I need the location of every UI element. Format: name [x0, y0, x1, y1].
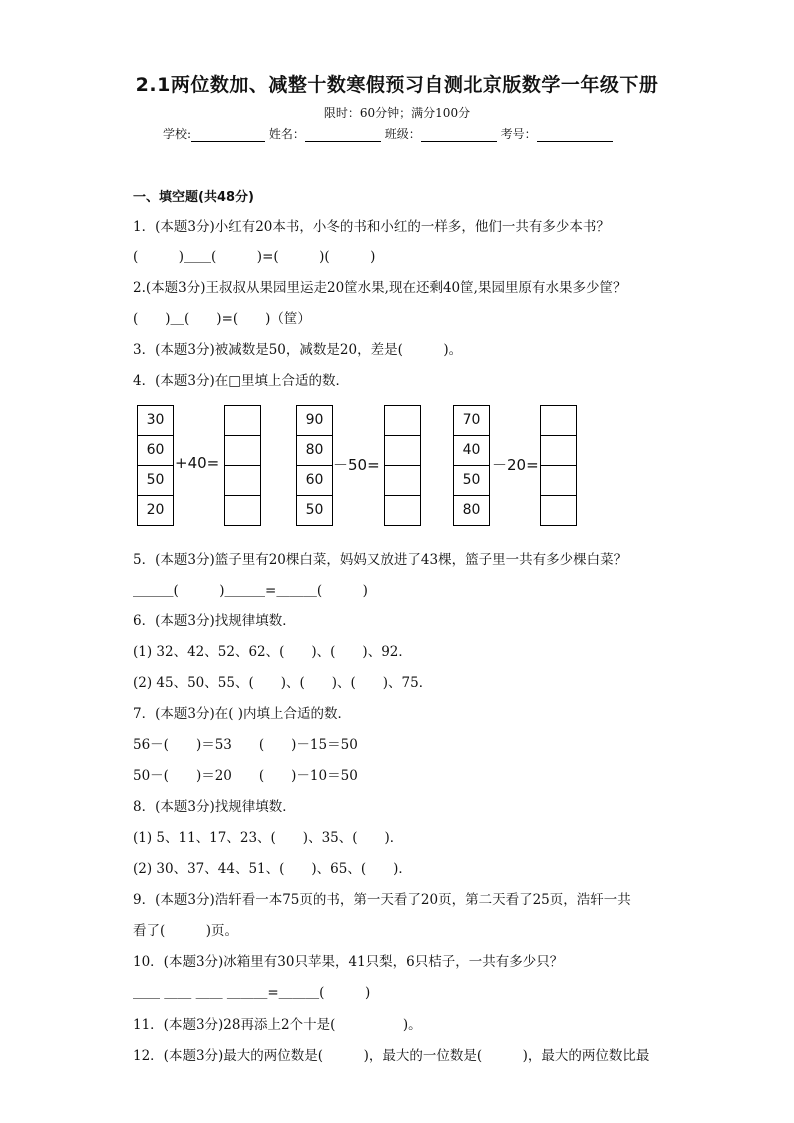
q8-line2: (2) 30、37、44、51、( )、65、( )． [133, 861, 412, 877]
answer-box[interactable] [541, 466, 576, 496]
q8-stem: 8．(本题3分)找规律填数． [133, 799, 296, 815]
q3-stem: 3．(本题3分)被减数是50，减数是20，差是( )。 [133, 342, 463, 358]
box-cell: 80 [297, 436, 332, 466]
name-label: 姓名： [268, 127, 305, 141]
box-cell: 50 [454, 466, 489, 496]
q2-answer: ( )＿( )=( )（筐） [133, 311, 311, 327]
box-cell: 80 [462, 502, 481, 518]
answer-box[interactable] [541, 496, 576, 525]
answer-box[interactable] [385, 436, 420, 466]
q6-line2: (2) 45、50、55、( )、( )、( )、75． [133, 675, 433, 691]
name-blank[interactable] [305, 128, 381, 142]
box-cell: 90 [297, 406, 332, 436]
q4-stem: 4．(本题3分)在□里填上合适的数． [133, 373, 349, 389]
box-cell: 60 [138, 436, 173, 466]
q9-line2: 看了( )页。 [133, 923, 239, 939]
q9-stem: 9．(本题3分)浩轩看一本75页的书，第一天看了20页，第二天看了25页，浩轩一共 [133, 892, 631, 908]
q5-answer: ＿＿＿( )＿＿＿=＿＿＿( ) [133, 583, 368, 599]
q12-stem: 12．(本题3分)最大的两位数是( )，最大的一位数是( )，最大的两位数比最 [133, 1048, 650, 1064]
q11-stem: 11．(本题3分)28再添上2个十是( )。 [133, 1017, 422, 1033]
section-heading: 一、填空题(共48分) [133, 190, 254, 205]
answer-box[interactable] [541, 436, 576, 466]
q7-stem: 7．(本题3分)在( )内填上合适的数． [133, 706, 352, 722]
time-limit: 限时：60分钟；满分100分 [323, 106, 471, 120]
student-info-row [163, 125, 613, 142]
q8-line1: (1) 5、11、17、23、( )、35、( )． [133, 830, 404, 846]
page-title: 2.1两位数加、减整十数寒假预习自测北京版数学一年级下册 [135, 74, 659, 96]
school-label: 学校: [163, 127, 192, 141]
class-label: 班级： [384, 127, 421, 141]
q6-line1: (1) 32、42、52、62、( )、( )、92． [133, 644, 412, 660]
q7-line2: 50－( )＝20 ( )－10＝50 [133, 768, 358, 784]
box-cell: 40 [454, 436, 489, 466]
box-group1-operator: +40= [175, 454, 220, 472]
q10-stem: 10．(本题3分)冰箱里有30只苹果，41只梨，6只桔子，一共有多少只？ [133, 954, 564, 970]
q1-stem: 1．(本题3分)小红有20本书，小冬的书和小红的一样多，他们一共有多少本书？ [133, 219, 610, 235]
box-group3-answers [540, 405, 577, 526]
answer-box[interactable] [225, 496, 260, 525]
box-cell: 50 [138, 466, 173, 496]
box-group2-operator: －50= [333, 456, 380, 474]
q1-answer: ( )＿＿( )=( )( ) [133, 249, 376, 265]
number-blank[interactable] [537, 128, 613, 142]
answer-box[interactable] [385, 466, 420, 496]
box-group2-answers [384, 405, 421, 526]
answer-box[interactable] [225, 406, 260, 436]
box-group1-numbers [137, 405, 174, 526]
q5-stem: 5．(本题3分)篮子里有20棵白菜，妈妈又放进了43棵，篮子里一共有多少棵白菜？ [133, 552, 628, 568]
answer-box[interactable] [385, 406, 420, 436]
q6-stem: 6．(本题3分)找规律填数． [133, 613, 296, 629]
q2-stem: 2.(本题3分)王叔叔从果园里运走20筐水果,现在还剩40筐,果园里原有水果多少筐？ [133, 280, 627, 296]
box-cell: 70 [454, 406, 489, 436]
class-blank[interactable] [421, 128, 497, 142]
box-cell: 60 [297, 466, 332, 496]
box-group3-numbers [453, 405, 490, 526]
school-blank[interactable] [191, 128, 265, 142]
answer-box[interactable] [225, 466, 260, 496]
box-cell: 20 [146, 502, 165, 518]
box-cell: 50 [305, 502, 324, 518]
box-group3-operator: －20= [492, 456, 539, 474]
box-group1-answers [224, 405, 261, 526]
number-label: 考号： [500, 127, 537, 141]
q7-line1: 56－( )＝53 ( )－15＝50 [133, 737, 358, 753]
answer-box[interactable] [385, 496, 420, 525]
answer-box[interactable] [541, 406, 576, 436]
q10-answer: ＿＿ ＿＿ ＿＿ ＿＿＿=＿＿＿( ) [133, 985, 371, 1001]
box-group2-numbers [296, 405, 333, 526]
answer-box[interactable] [225, 436, 260, 466]
box-cell: 30 [138, 406, 173, 436]
